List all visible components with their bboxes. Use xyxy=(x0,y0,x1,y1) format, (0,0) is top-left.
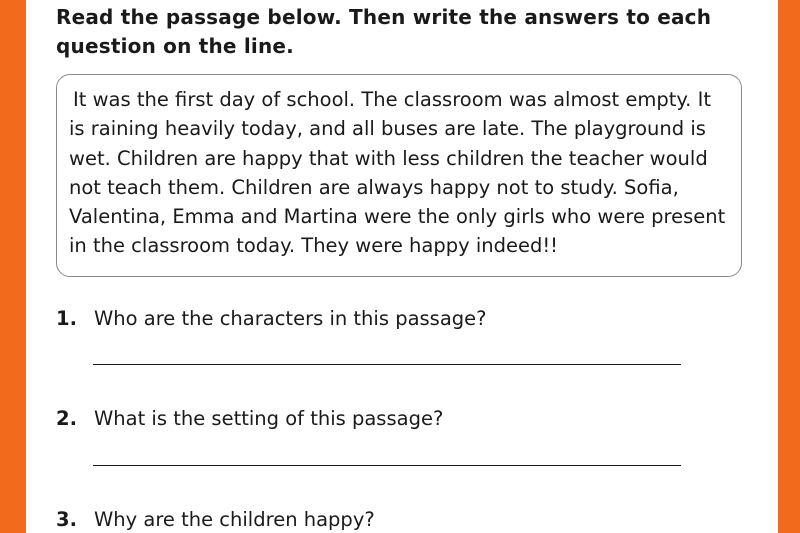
question-number: 1. xyxy=(56,307,77,330)
question-number: 2. xyxy=(56,407,77,430)
question-text: Who are the characters in this passage? xyxy=(94,307,487,330)
answer-line-1[interactable] xyxy=(93,364,681,365)
page-border-left xyxy=(0,0,26,533)
passage-box xyxy=(56,74,742,277)
question-text: Why are the children happy? xyxy=(94,508,375,531)
answer-line-2[interactable] xyxy=(93,465,681,466)
question-text: What is the setting of this passage? xyxy=(94,407,444,430)
question-number: 3. xyxy=(56,508,77,531)
question-3 xyxy=(56,507,375,533)
question-1 xyxy=(56,306,487,332)
instructions-heading: Read the passage below. Then write the answers to each question on the line. xyxy=(56,5,712,58)
page-border-right xyxy=(778,0,800,533)
passage-text: It was the first day of school. The classroom was almost empty. It is raining heavily today, and all buses are late. The playground is wet. Children are happy that with less children the teacher would not teach them. Children are always happy not to study. Sofia, Valentina, Emma and Martina were the only girls who were present in the classroom today. They were happy indeed!! xyxy=(69,88,726,258)
question-2 xyxy=(56,406,443,432)
